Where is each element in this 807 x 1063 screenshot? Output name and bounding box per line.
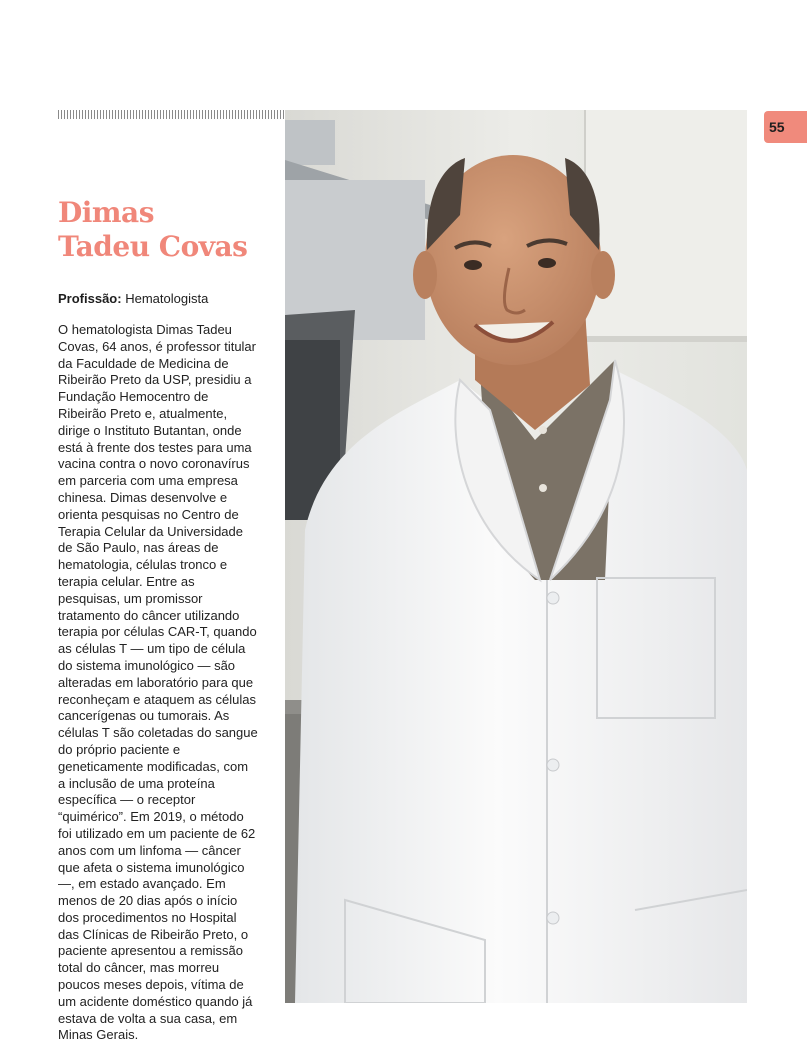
- profession-value: Hematologista: [125, 291, 209, 306]
- profession-label: Profissão:: [58, 291, 122, 306]
- portrait-photo: [285, 110, 747, 1003]
- name-line-2: Tadeu Covas: [58, 230, 248, 263]
- profession-line: [58, 290, 208, 307]
- article-body: O hematologista Dimas Tadeu Covas, 64 anos, é professor titular da Faculdade de Medicina de Ribeirão Preto da USP, presidiu a Fundação Hemocentro de Ribeirão Preto e, atualmente, dirige o Instituto Butantan, onde está à frente dos testes para uma vacina contra o novo coronavírus em parceria com uma empresa chinesa. Dimas desenvolve e orienta pesquisas no Centro de Terapia Celular da Universidade de São Paulo, nas áreas de hematologia, células tronco e terapia celular. Entre as pesquisas, um promissor tratamento do câncer utilizando terapia por células CAR-T, quando as células T — um tipo de célula do sistema imunológico — são alteradas em laboratório para que reconheçam e ataquem as células cancerígenas ou tumorais. As células T são coletadas do sangue do próprio paciente e geneticamente modificadas, com a inclusão de uma proteína específica — o receptor “quimérico”. Em 2019, o método foi utilizado em um paciente de 62 anos com um linfoma — câncer que afeta o sistema imunológico —, em estado avançado. Em menos de 20 dias após o início dos procedimentos no Hospital das Clínicas de Ribeirão Preto, o paciente apresentou a remissão total do câncer, mas morreu poucos meses depois, vítima de um acidente doméstico quando já estava de volta a sua casa, em Minas Gerais.: [58, 322, 258, 1043]
- page-number: 55: [769, 119, 785, 135]
- name-line-1: Dimas: [58, 196, 154, 229]
- decorative-tick-rule: [58, 110, 284, 119]
- person-name-heading: [58, 196, 247, 264]
- page-number-tab: [764, 111, 807, 143]
